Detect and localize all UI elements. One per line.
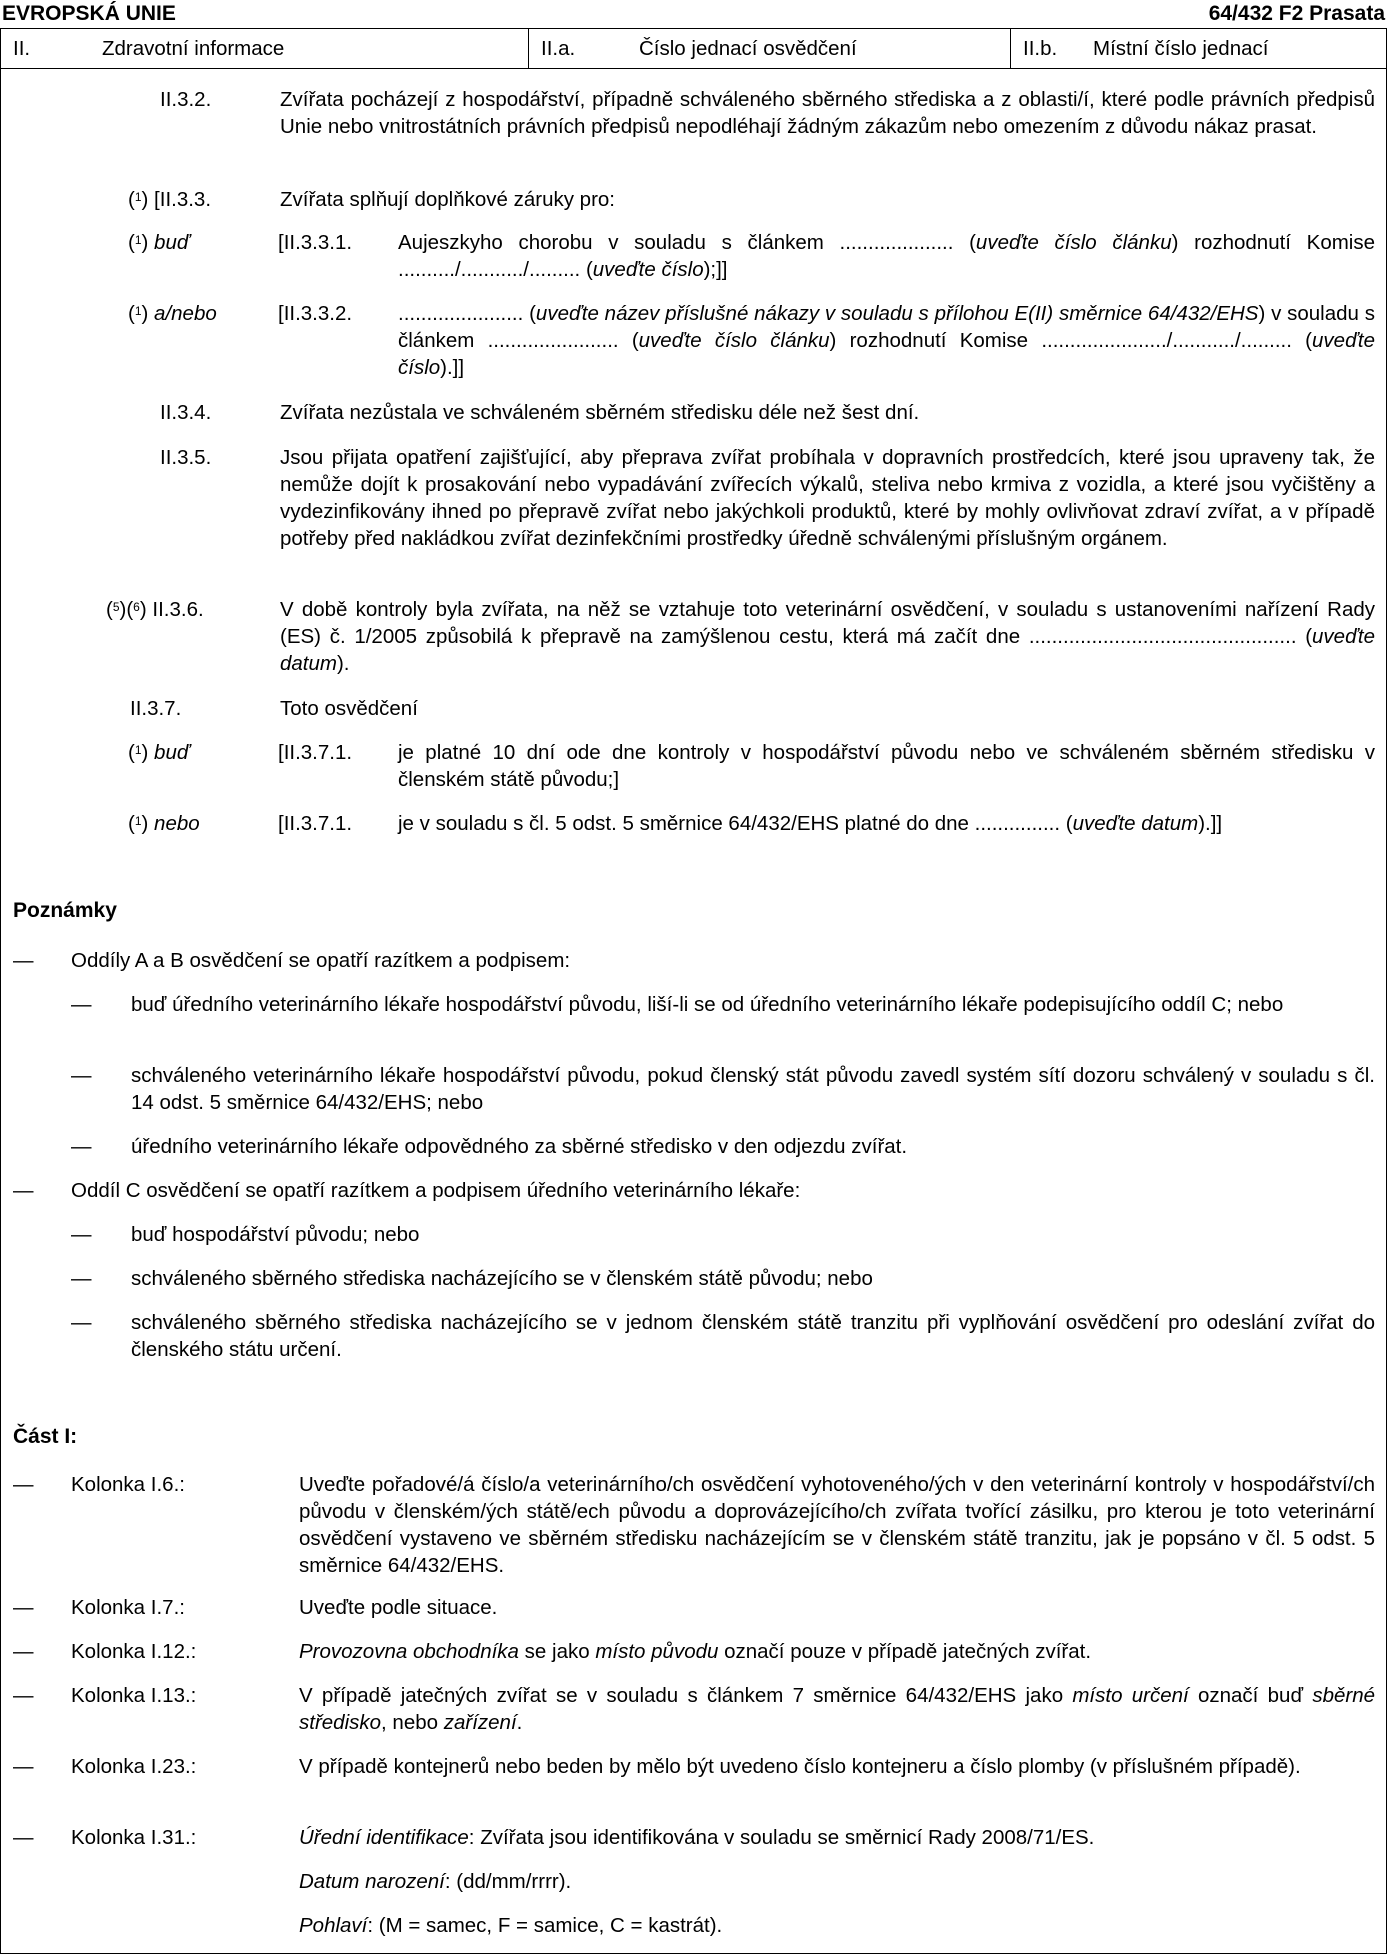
field-text: Uveďte podle situace. [299, 1596, 498, 1619]
note-item: Oddíly A a B osvědčení se opatří razítkem a podpisem: [71, 949, 571, 972]
section-label: II.3.5. [160, 446, 212, 469]
dash: — [13, 1826, 34, 1849]
field-text: Úřední identifikace: Zvířata jsou identifikována v souladu se směrnicí Rady 2008/71/ES. [299, 1826, 1095, 1849]
footnote-ref: 1 [134, 304, 142, 318]
section-label-row: ($^1$) [II.3.3. [128, 188, 212, 211]
dash: — [71, 1064, 92, 1087]
option-word: nebo [154, 812, 200, 835]
section-text: Aujeszkyho chorobu v souladu s článkem .................... (uveďte číslo článku) rozhodnutí Komise ........../.........../......... (uveďte číslo);]] [398, 231, 1376, 281]
note-subitem: schváleného sběrného střediska nacházejícího se v jednom členském státě tranzitu při vyplňování osvědčení pro odeslání zvířat do členského státu určení. [131, 1311, 1375, 1361]
dash: — [13, 1640, 34, 1663]
section-text: ...................... (uveďte název příslušné nákazy v souladu s přílohou E(II) směrnice 64/432/EHS) v souladu s článkem ....................... (uveďte číslo článku) rozhodnutí Komise ....................../.........../......... (uveďte číslo).]] [398, 302, 1375, 379]
tab-local-ref [1011, 29, 1386, 68]
section-text: V době kontroly byla zvířata, na něž se vztahuje toto veterinární osvědčení, v souladu s ustanoveními nařízení Rady (ES) č. 1/2005 způsobilá k přepravě na zamýšlenou cestu, která má začít dne ............................................... (uveďte datum). [280, 598, 1375, 675]
tab-health-info [1, 29, 528, 68]
option-word: buď [154, 231, 190, 254]
footnote-ref: 6 [133, 600, 140, 614]
section-text: Zvířata nezůstala ve schváleném sběrném středisku déle než šest dní. [280, 401, 920, 424]
option-marker: ($^1$) buď [128, 741, 190, 764]
section-label: [II.3.7.1. [278, 812, 353, 835]
field-text: Uveďte pořadové/á číslo/a veterinárního/ch osvědčení vyhotoveného/ých v den veterinární kontroly v hospodářství/ch původu v členském/ých státě/ech původu a doprovázejícího/ch zvířata tvořící zásilku, pro kterou je toto veterinární osvědčení vystaveno ve sběrném středisku nacházejícím se v členském státě tranzitu, jak je popsáno v čl. 5 odst. 5 směrnice 64/432/EHS. [299, 1473, 1375, 1577]
field-text: Pohlaví: (M = samec, F = samice, C = kastrát). [299, 1914, 723, 1937]
section-header-row [1, 29, 1386, 69]
header-title: EVROPSKÁ UNIE [2, 2, 176, 25]
section-text: Jsou přijata opatření zajišťující, aby přeprava zvířat probíhala v dopravních prostředcích, které jsou upraveny tak, že nemůže dojít k prosakování nebo vypadávání zvířecích výkalů, steliva nebo krmiva z vozidla, a které jsou vyčištěny a vydezinfikovány ihned po přepravě zvířat nebo jakýchkoli produktů, které by mohly ovlivňovat zdraví zvířat, a v případě potřeby před nakládkou zvířat dezinfekčními prostředky úředně schválenými příslušným orgánem. [280, 446, 1375, 550]
dash: — [71, 993, 92, 1016]
option-marker: ($^1$) nebo [128, 812, 200, 835]
tab-label: Číslo jednací osvědčení [639, 37, 857, 60]
section-text: Toto osvědčení [280, 697, 418, 720]
dash: — [13, 1473, 34, 1496]
footnote-ref: 5 [112, 600, 120, 614]
field-label: Kolonka I.31.: [71, 1826, 197, 1849]
note-item: Oddíl C osvědčení se opatří razítkem a podpisem úředního veterinárního lékaře: [71, 1179, 801, 1202]
section-label: [II.3.3.1. [278, 231, 353, 254]
field-label: Kolonka I.23.: [71, 1755, 197, 1778]
section-label: [II.3.3.2. [278, 302, 353, 325]
footnote-ref: 1 [134, 233, 142, 247]
part1-title: Část I: [13, 1425, 78, 1448]
option-word: buď [154, 741, 190, 764]
note-subitem: buď úředního veterinárního lékaře hospodářství původu, liší-li se od úředního veterinárního lékaře podepisujícího oddíl C; nebo [131, 993, 1284, 1016]
dash: — [13, 1755, 34, 1778]
field-text: V případě kontejnerů nebo beden by mělo být uvedeno číslo kontejneru a číslo plomby (v příslušném případě). [299, 1755, 1301, 1778]
field-text: V případě jatečných zvířat se v souladu s článkem 7 směrnice 64/432/EHS jako místo určení označí buď sběrné středisko, nebo zařízení. [299, 1684, 1375, 1734]
note-subitem: úředního veterinárního lékaře odpovědného za sběrné středisko v den odjezdu zvířat. [131, 1135, 908, 1158]
field-text: Provozovna obchodníka se jako místo původu označí pouze v případě jatečných zvířat. [299, 1640, 1092, 1663]
field-text: Datum narození: (dd/mm/rrrr). [299, 1870, 572, 1893]
section-text: je v souladu s čl. 5 odst. 5 směrnice 64/432/EHS platné do dne ............... (uveďte datum).]] [398, 812, 1223, 835]
option-word: a/nebo [154, 302, 217, 325]
option-marker: ($^1$) a/nebo [128, 302, 217, 325]
notes-title: Poznámky [13, 899, 117, 922]
tab-label: Místní číslo jednací [1093, 37, 1269, 60]
dash: — [71, 1311, 92, 1334]
page-header [0, 0, 1387, 26]
field-label: Kolonka I.6.: [71, 1473, 185, 1496]
option-marker: ($^1$) buď [128, 231, 190, 254]
dash: — [71, 1223, 92, 1246]
section-text: je platné 10 dní ode dne kontroly v hospodářství původu nebo ve schváleném sběrném středisku v členském státě původu;] [398, 741, 1375, 791]
dash: — [13, 1684, 34, 1707]
tab-certificate-ref [529, 29, 1010, 68]
section-text: Zvířata pocházejí z hospodářství, případně schváleného sběrného střediska a z oblasti/í, které podle právních předpisů Unie nebo vnitrostátních právních předpisů nepodléhají žádným zákazům nebo omezením z důvodu nákaz prasat. [280, 88, 1375, 138]
footnote-ref: 1 [134, 743, 142, 757]
field-label: Kolonka I.7.: [71, 1596, 185, 1619]
footnote-ref: 1 [134, 190, 142, 204]
section-label: II.3.4. [160, 401, 212, 424]
section-label: [II.3.7.1. [278, 741, 353, 764]
header-code: 64/432 F2 Prasata [1208, 2, 1385, 25]
field-label: Kolonka I.12.: [71, 1640, 197, 1663]
dash: — [71, 1135, 92, 1158]
note-subitem: schváleného veterinárního lékaře hospodářství původu, pokud členský stát původu zavedl systém sítí dozoru schválený v souladu s čl. 14 odst. 5 směrnice 64/432/EHS; nebo [131, 1064, 1375, 1114]
section-label: [II.3.3. [154, 188, 212, 211]
footnote-ref: 1 [134, 814, 142, 828]
note-subitem: schváleného sběrného střediska nacházejícího se v členském státě původu; nebo [131, 1267, 873, 1290]
section-label: II.3.7. [130, 697, 182, 720]
section-text: Zvířata splňují doplňkové záruky pro: [280, 188, 615, 211]
field-label: Kolonka I.13.: [71, 1684, 197, 1707]
dash: — [71, 1267, 92, 1290]
section-label: II.3.6. [152, 598, 204, 621]
dash: — [13, 1179, 34, 1202]
section-label-row: ($^5$)($^6$) II.3.6. [106, 598, 204, 621]
tab-number: II.b. [1023, 37, 1058, 60]
tab-number: II.a. [541, 37, 576, 60]
tab-label: Zdravotní informace [102, 37, 285, 60]
note-subitem: buď hospodářství původu; nebo [131, 1223, 420, 1246]
dash: — [13, 949, 34, 972]
tab-number: II. [13, 37, 31, 60]
section-label: II.3.2. [160, 88, 212, 111]
dash: — [13, 1596, 34, 1619]
